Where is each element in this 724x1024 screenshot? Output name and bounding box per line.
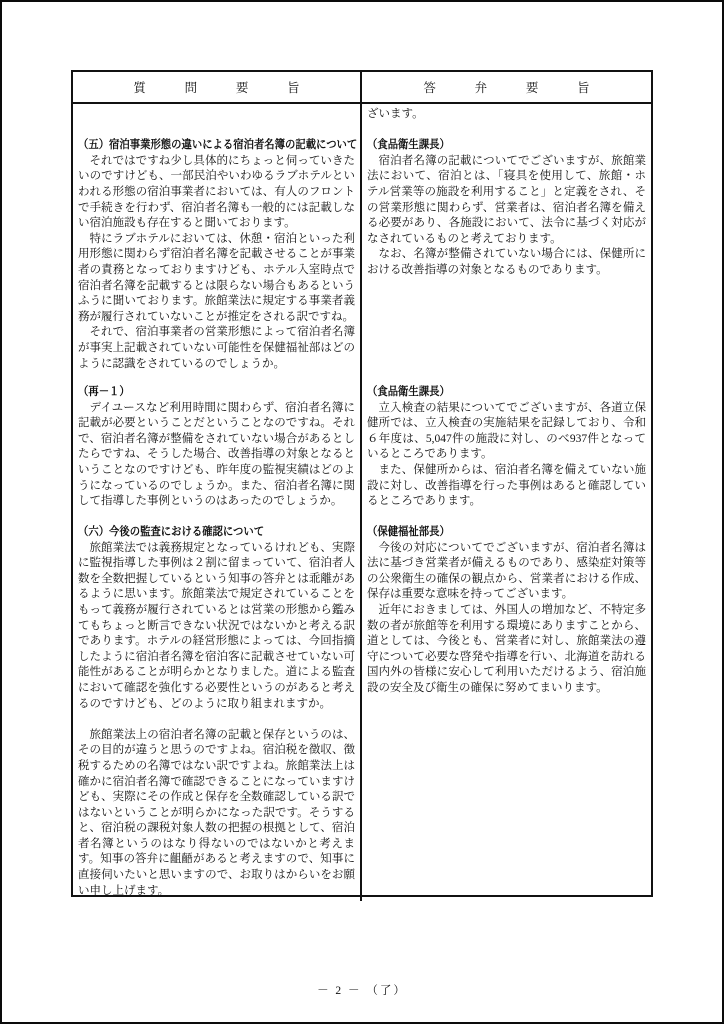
answer-cell [362,522,651,901]
paragraph: それで、宿泊事業者の営業形態によって宿泊者名簿が事実上記載されていない可能性を保健福祉部はどのように認識をされているのでしょうか。 [78,326,355,370]
paragraph: 近年におきましては、外国人の増加など、不特定多数の者が旅館等を利用する環境にありますことから、道としては、今後とも、営業者に対し、旅館業法の遵守について必要な啓発や指導を行い、北海道を訪れる国内外の皆様に安心して利用いただけるよう、宿泊施設の安全及び衛生の確保に努めてまいります。 [367,603,646,694]
qa-table [71,70,653,897]
paragraph: ざいます。 [367,108,424,120]
paragraph: また、保健所からは、宿泊者名簿を備えていない施設に対し、改善指導を行った事例はあると確認しているところであります。 [367,463,646,508]
answer-cell [362,104,651,382]
paragraph: 旅館業法では義務規定となっているけれども、実際に監視指導した事例は２割に留まっていて、宿泊者人数を全数把握しているという知事の答弁とは乖離があるように思います。旅館業法で規定されていることをもって義務が履行されているとは営業の形態から鑑みてもちょっと断言できない状況ではないかと考える訳であります。ホテルの経営形態によっては、今回指摘したように宿泊者名簿を宿泊客に記載させていない可能性があることが明らかとなりました。道による監査において確認を強化する必要性というのがあると考えるのですけども、どのように取り組まれますか。 [78,541,355,710]
question-cell [73,522,362,901]
question-cell [73,104,362,382]
answer-column-header: 答 弁 要 旨 [423,81,603,95]
paragraph: 特にラブホテルにおいては、休憩・宿泊といった利用形態に関わらず宿泊者名簿を記載させることが事業者の責務となっておりますけども、ホテル入室時点で宿泊者名簿を記載するとは限らない場合もあるというふうに聞いております。旅館業法に規定する事業者義務が履行されていないことが推定をされる訳ですね。 [78,232,355,323]
paragraph: 旅館業法上の宿泊者名簿の記載と保存というのは、その目的が違うと思うのですよね。宿泊税を徴収、徴税するための名簿ではない訳ですよね。旅館業法上は確かに宿泊者名簿で確認できることになっていますけども、実際にその作成と保存を全数確認している訳ではないということが明らかになった訳です。そうすると、宿泊税の課税対象人数の把握の根拠として、宿泊者名簿というのはなり得ないのではないかと考えます。知事の答弁に齟齬があると考えますので、知事に直接伺いたいと思いますので、お取りはからいをお願い申し上げます。 [78,728,355,897]
section-heading: （食品衛生課長） [367,139,450,152]
section-heading: （食品衛生課長） [367,386,450,398]
blank-line [78,123,355,139]
blank-line [78,712,355,728]
section-heading: （再－１） [78,386,130,398]
table-row [73,104,651,382]
paragraph: なお、名簿が整備されていない場合には、保健所における改善指導の対象となるものであります。 [367,248,646,276]
table-row [73,382,651,522]
blank-line [367,123,646,139]
section-heading: （五）宿泊事業形態の違いによる宿泊者名簿の記載について [78,139,358,152]
paragraph: それではですね少し具体的にちょっと伺っていきたいのですけども、一部民泊やいわゆるラブホテルといわれる形態の宿泊事業者においては、有人のフロントで手続きを行わず、宿泊者名簿も一般的には記載しない宿泊施設も存在すると聞いております。 [78,154,355,230]
question-column-header: 質 問 要 旨 [73,72,362,102]
paragraph: デイユースなど利用時間に関わらず、宿泊者名簿に記載が必要ということだということなのですね。それで、宿泊者名簿が整備をされていない場合があるとしたらですね、そうした場合、改善指導の対象となるということなのですけども、昨年度の監視実績はどのようになっているのでしょうか。また、宿泊者名簿に関して指導した事例というのはあったのでしょうか。 [78,401,355,508]
table-row [73,522,651,901]
footer-page-number: － 2 － （了） [317,985,407,997]
paragraph: 立入検査の結果についてでございますが、各道立保健所では、立入検査の実施結果を記録しており、令和６年度は、5,047件の施設に対し、のべ937件となっているところであります。 [367,401,646,461]
section-heading: （保健福祉部長） [367,526,450,538]
answer-cell [362,382,651,522]
paragraph: 宿泊者名簿の記載についてでございますが、旅館業法において、宿泊とは、「寝具を使用して、旅館・ホテル営業等の施設を利用すること」と定義をされ、その営業形態に関わらず、営業者は、宿泊者名簿を備える必要があり、各施設において、法令に基づく対応がなされているものと考えております。 [367,154,646,245]
section-heading: （六）今後の監査における確認について [78,526,265,538]
table-header-row [73,72,651,104]
table-body [73,104,651,901]
blank-line [78,107,355,123]
paragraph: 今後の対応についてでございますが、宿泊者名簿は法に基づき営業者が備えるものであり、感染症対策等の公衆衛生の確保の観点から、営業者における作成、保存は重要な意味を持ってございます。 [367,541,646,601]
question-cell [73,382,362,522]
